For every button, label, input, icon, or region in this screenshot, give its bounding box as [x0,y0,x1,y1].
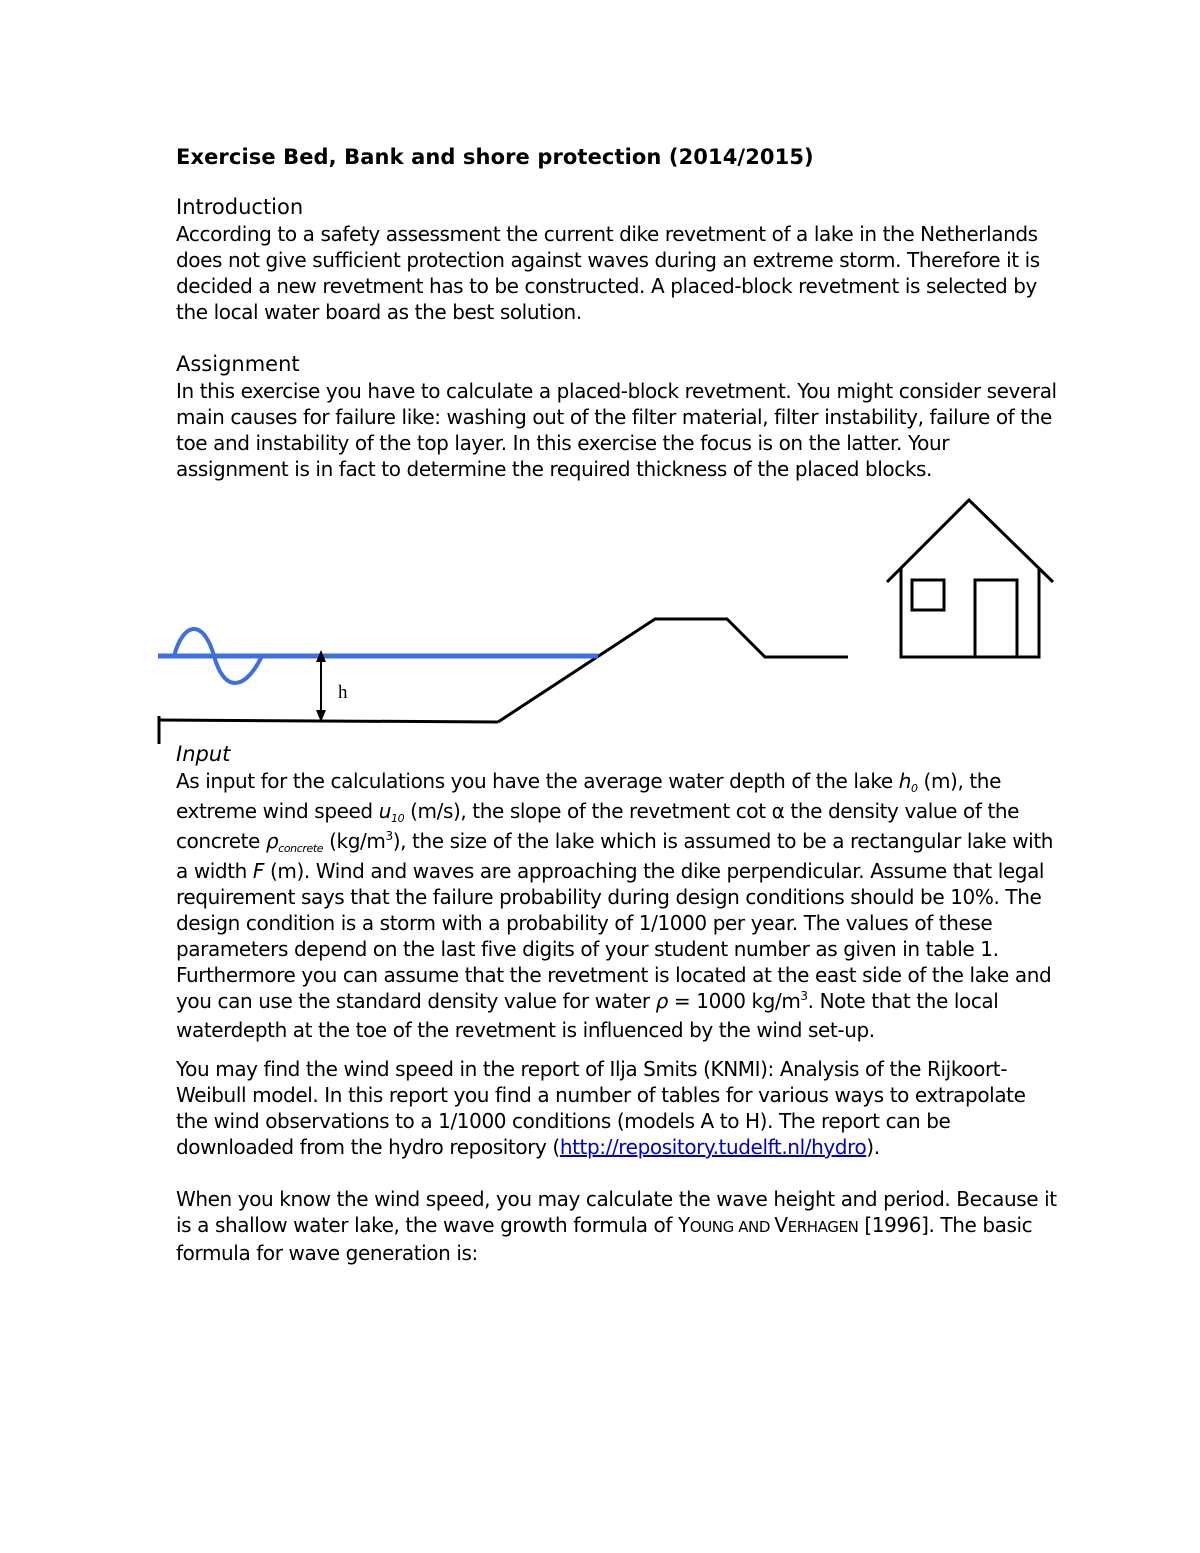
symbol-h0: h [898,769,911,793]
symbol-alpha: α [771,799,785,823]
wind-speed-text: You may find the wind speed in the report of Ilja Smits (KNMI): Analysis of the Rijkoort-Weibull model. In this report you find a number of tables for various ways to extrapolate the wind observations to a 1/1000 conditions (models A to H). The report can be downloaded from the hydro repository (http://repository.tudelft.nl/hydro). [176,1057,1026,1159]
symbol-u10: u [378,799,391,823]
dike-profile [498,619,848,722]
introduction-heading: Introduction [176,195,304,219]
introduction-section [176,194,1061,325]
wave-generation-section [176,1186,1061,1266]
symbol-rho-water: ρ [655,989,668,1013]
assignment-heading: Assignment [176,352,300,376]
page-title: Exercise Bed, Bank and shore protection (2014/2015) [176,145,814,169]
dike-cross-section-figure [0,490,1200,750]
input-section [176,741,1061,1043]
symbol-F: F [252,859,265,883]
assignment-section [176,351,1061,482]
hydro-repository-link[interactable]: http://repository.tudelft.nl/hydro [559,1135,867,1159]
input-heading: Input [176,742,231,766]
depth-label: h [338,682,348,703]
lake-bed [158,720,498,722]
symbol-rho-concrete: ρ [265,829,279,853]
input-text: As input for the calculations you have the average water depth of the lake $h_0$ (m), the extreme wind speed $u_{10}$ (m/s), the slope of the revetment cot α the density value of the concrete $\rho_{concrete}$ $(kg/m^3)$, the size of the lake which is assumed to be a rectangular lake with a width F (m). Wind and waves are approaching the dike perpendicular. Assume that legal requirement says that the failure probability during design conditions should be 10%. The design condition is a storm with a probability of 1/1000 per year. The values of these parameters depend on the last five digits of your student number as given in table 1. Furthermore you can assume that the revetment is located at the east side of the lake and you can use the standard density value for water ρ = 1000 $kg/m^3$. Note that the local waterdepth at the toe of the revetment is influenced by the wind set-up. [176,769,1054,1042]
introduction-text: According to a safety assessment the current dike revetment of a lake in the Netherlands does not give sufficient protection against waves during an extreme storm. Therefore it is decided a new revetment has to be constructed. A placed-block revetment is selected by the local water board as the best solution. [176,222,1040,324]
wave-generation-text: When you know the wind speed, you may calculate the wave height and period. Because it is a shallow water lake, the wave growth formula of YOUNG AND VERHAGEN [1996]. The basic formula for wave generation is: [176,1187,1057,1265]
wind-speed-section [176,1056,1061,1160]
assignment-text: In this exercise you have to calculate a placed-block revetment. You might consider several main causes for failure like: washing out of the filter material, filter instability, failure of the toe and instability of the top layer. In this exercise the focus is on the latter. Your assignment is in fact to determine the required thickness of the placed blocks. [176,379,1057,481]
house-icon [887,500,1053,657]
